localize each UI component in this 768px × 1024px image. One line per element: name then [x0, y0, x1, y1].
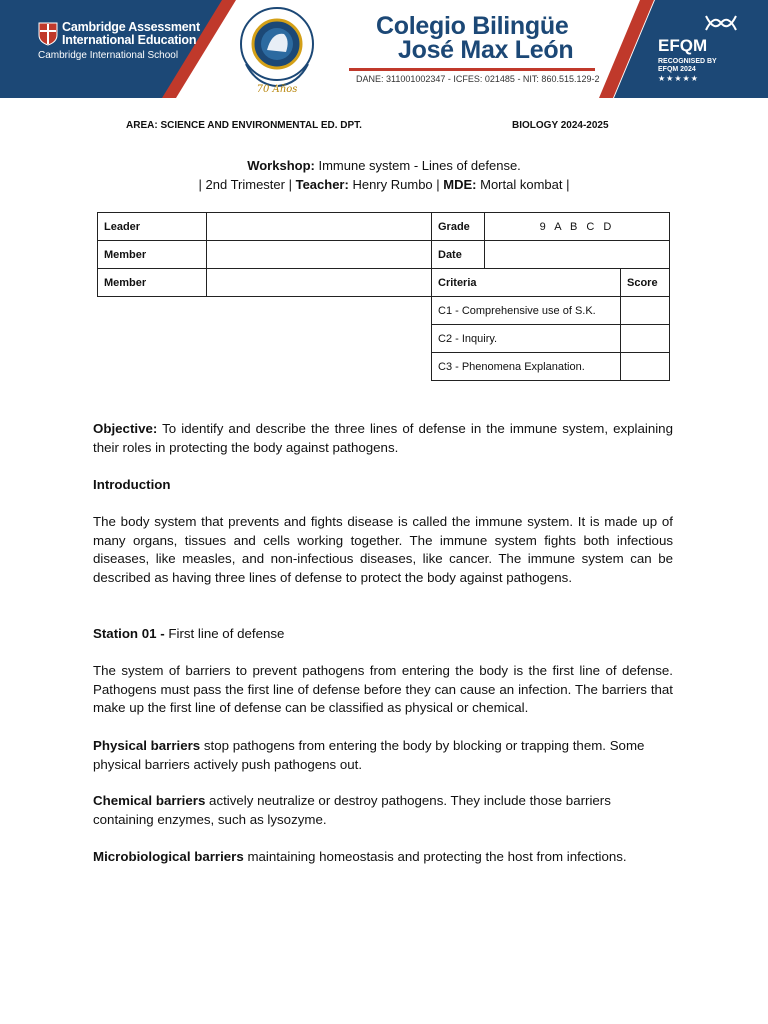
- objective-paragraph: [93, 420, 673, 457]
- table-row: [98, 353, 670, 381]
- seal-years-text: 70 Años: [256, 84, 298, 94]
- grade-label: Grade: [432, 213, 485, 241]
- workshop-label: Workshop:: [247, 158, 315, 173]
- cambridge-name-line1: Cambridge Assessment: [62, 20, 200, 34]
- microbiological-barriers-label: Microbiological barriers: [93, 849, 244, 864]
- efqm-title: EFQM: [658, 36, 708, 55]
- criteria-item: C3 - Phenomena Explanation.: [432, 353, 621, 381]
- microbiological-barriers-text: maintaining homeostasis and protecting the host from infections.: [247, 849, 627, 864]
- criteria-item: C2 - Inquiry.: [432, 325, 621, 353]
- grade-value: 9 A B C D: [485, 213, 670, 241]
- table-row: [98, 241, 670, 269]
- member-label: Member: [98, 241, 207, 269]
- school-name-line2: José Max León: [398, 36, 574, 64]
- efqm-stars: ★★★★★: [658, 74, 699, 83]
- member-field[interactable]: [207, 269, 432, 297]
- chemical-barriers-label: Chemical barriers: [93, 793, 206, 808]
- chemical-barriers-text: actively neutralize or destroy pathogens. They include those barriers containing enzymes, such as lysozyme.: [93, 793, 611, 827]
- introduction-paragraph: The body system that prevents and fights disease is called the immune system. It is made up of many organs, tissues and cells working together. The immune system fights both infectious diseases, like measles, and non-infectious diseases, like cancer. The immune system can be described as having three lines of defense to protect the body against pathogens.: [93, 514, 673, 585]
- score-field[interactable]: [621, 325, 670, 353]
- table-row: [98, 325, 670, 353]
- physical-barriers-text: stop pathogens from entering the body by blocking or trapping them. Some physical barriers actively push pathogens out.: [93, 738, 645, 772]
- workshop-details-line: [0, 177, 768, 192]
- student-info-table: [97, 212, 670, 381]
- chemical-barriers-paragraph: [93, 792, 673, 829]
- mde-label: MDE:: [443, 177, 477, 192]
- cambridge-shield-icon: [38, 22, 58, 46]
- station-heading: [93, 625, 673, 644]
- subject-title: BIOLOGY 2024-2025: [512, 120, 609, 131]
- table-row: [98, 213, 670, 241]
- criteria-item: C1 - Comprehensive use of S.K.: [432, 297, 621, 325]
- score-field[interactable]: [621, 353, 670, 381]
- table-row: [98, 297, 670, 325]
- cambridge-school-label: Cambridge International School: [38, 50, 179, 61]
- school-seal-logo: [232, 4, 322, 94]
- area-title: AREA: SCIENCE AND ENVIRONMENTAL ED. DPT.: [126, 120, 362, 131]
- workshop-line: [0, 158, 768, 173]
- date-label: Date: [432, 241, 485, 269]
- school-identifiers: DANE: 311001002347 - ICFES: 021485 - NIT: 860.515.129-2: [356, 74, 600, 84]
- introduction-heading-text: Introduction: [93, 477, 171, 492]
- score-field[interactable]: [621, 297, 670, 325]
- teacher-label: Teacher:: [295, 177, 349, 192]
- physical-barriers-paragraph: [93, 737, 673, 774]
- efqm-year-label: EFQM 2024: [658, 66, 696, 73]
- header-divider: [349, 68, 595, 71]
- physical-barriers-label: Physical barriers: [93, 738, 201, 753]
- efqm-logo-icon: [702, 12, 740, 34]
- objective-text: To identify and describe the three lines of defense in the immune system, explaining their roles in protecting the body against pathogens.: [93, 421, 673, 455]
- trimester-text: | 2nd Trimester |: [198, 177, 292, 192]
- leader-field[interactable]: [207, 213, 432, 241]
- introduction-heading: [93, 476, 673, 495]
- table-row: [98, 269, 670, 297]
- workshop-value: Immune system - Lines of defense.: [318, 158, 521, 173]
- station-paragraph: The system of barriers to prevent pathogens from entering the body is the first line of defense. Pathogens must pass the first line of defense before they can cause an infection. The barriers that make up the first line of defense can be classified as physical or chemical.: [93, 663, 673, 716]
- cambridge-name-line2: International Education: [62, 33, 197, 47]
- station-title: First line of defense: [168, 626, 285, 641]
- leader-label: Leader: [98, 213, 207, 241]
- mde-value: Mortal kombat |: [480, 177, 570, 192]
- station-label: Station 01 -: [93, 626, 165, 641]
- microbiological-barriers-paragraph: [93, 848, 673, 867]
- page-header: [0, 0, 768, 98]
- score-header: Score: [621, 269, 670, 297]
- objective-label: Objective:: [93, 421, 158, 436]
- date-field[interactable]: [485, 241, 670, 269]
- school-name-line1: Colegio Bilingüe: [376, 12, 569, 40]
- teacher-value: Henry Rumbo |: [352, 177, 440, 192]
- efqm-recognised-label: RECOGNISED BY: [658, 58, 717, 65]
- member-label: Member: [98, 269, 207, 297]
- member-field[interactable]: [207, 241, 432, 269]
- criteria-header: Criteria: [432, 269, 621, 297]
